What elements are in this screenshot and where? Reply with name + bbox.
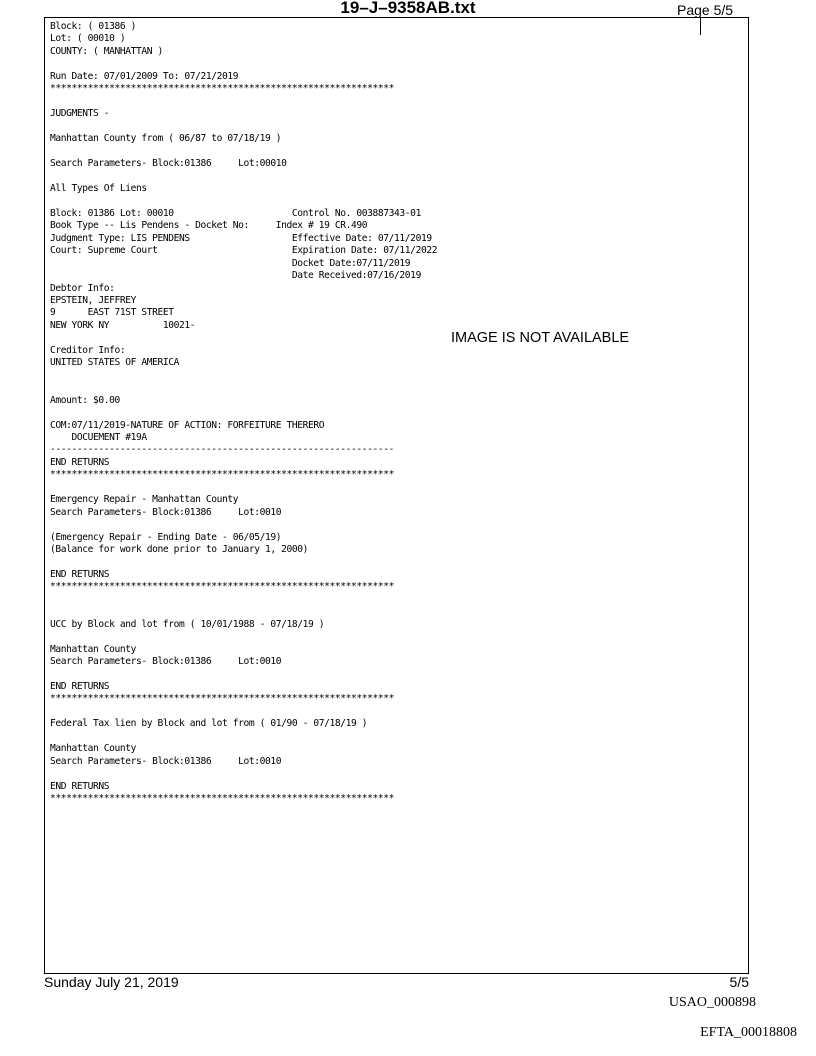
bates-number: USAO_000898 (668, 995, 756, 1010)
efta-number: EFTA_00018808 (700, 1025, 797, 1040)
header-divider (700, 18, 701, 35)
header-page-number: Page 5/5 (677, 2, 734, 18)
image-not-available-notice: IMAGE IS NOT AVAILABLE (451, 330, 630, 346)
document-title: 19–J–9358AB.txt (340, 0, 476, 17)
footer-page-number: 5/5 (729, 974, 749, 990)
document-body: Block: ( 01386 ) Lot: ( 00010 ) COUNTY: ( MANHATTAN ) Run Date: 07/01/2009 To: 07/21/2019 **************************************************************** JUDGMENTS - Manhattan County from ( 06/87 to 07/18/19 ) Search Parameters- Block:01386 Lot:00010 All Types Of Liens Block: 01386 Lot: 00010 Control No. 003887343-01 Book Type -- Lis Pendens - Docket No: Index # 19 CR.490 Judgment Type: LIS PENDENS Effective Date: 07/11/2019 Court: Supreme Court Expiration Date: 07/11/2022 Docket Date:07/11/2019 Date Received:07/16/2019 Debtor Info: EPSTEIN, JEFFREY 9 EAST 71ST STREET NEW YORK NY 10021- Creditor Info: UNITED STATES OF AMERICA Amount: $0.00 COM:07/11/2019-NATURE OF ACTION: FORFEITURE THERERO DOCUEMENT #19A ---------------------------------------------------------------- END RETURNS **************************************************************** Emergency Repair - Manhattan County Search Parameters- Block:01386 Lot:0010 (Emergency Repair - Ending Date - 06/05/19) (Balance for work done prior to January 1, 2000) END RETURNS **************************************************************** UCC by Block and lot from ( 10/01/1988 - 07/18/19 ) Manhattan County Search Parameters- Block:01386 Lot:0010 END RETURNS **************************************************************** Federal Tax lien by Block and lot from ( 01/90 - 07/18/19 ) Manhattan County Search Parameters- Block:01386 Lot:0010 END RETURNS **************************************************************** (50, 21, 438, 805)
footer-date: Sunday July 21, 2019 (44, 974, 179, 990)
